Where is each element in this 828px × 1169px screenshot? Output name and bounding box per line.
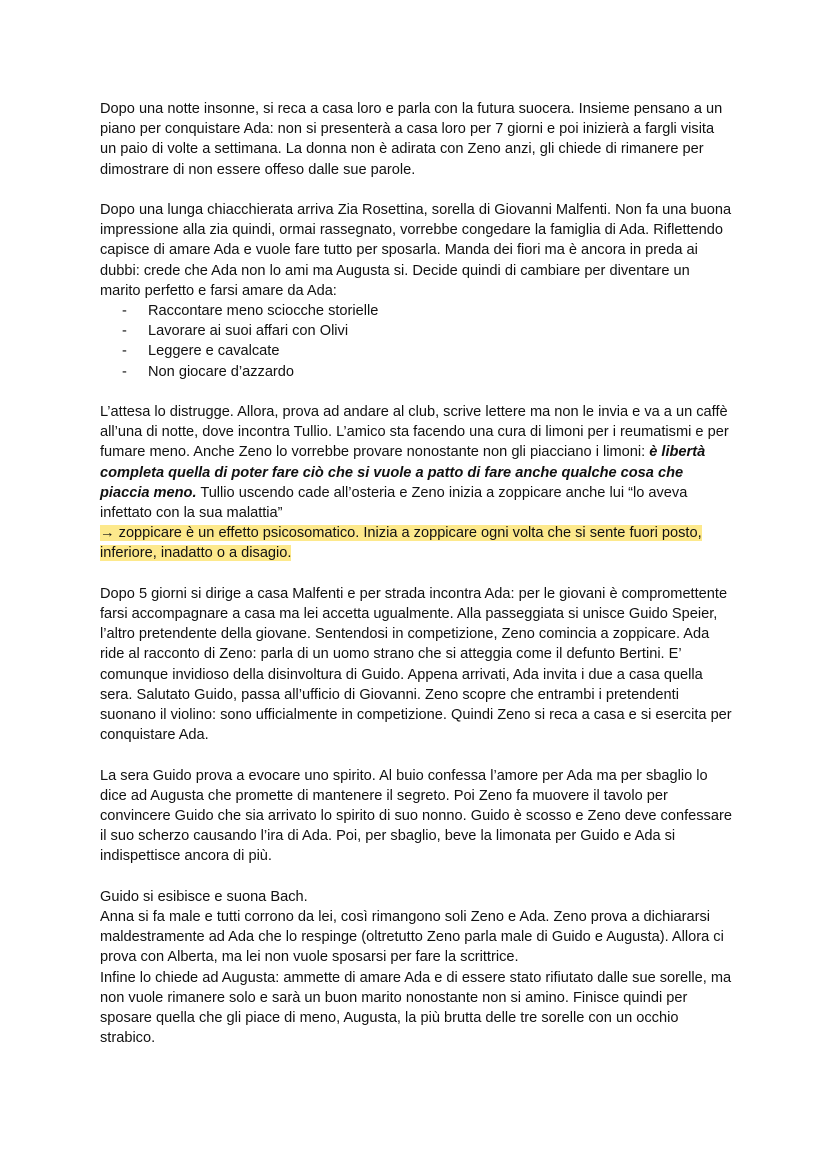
list-item: - Raccontare meno sciocche storielle <box>100 301 732 321</box>
highlighted-note-psychosomatic: → zoppicare è un effetto psicosomatico. Inizia a zoppicare ogni volta che si sente fuori posto, inferiore, inadatto o a disagio. <box>100 525 702 562</box>
paragraph-tullio <box>100 402 732 564</box>
paragraph-gap <box>100 867 732 887</box>
paragraph-gap <box>100 180 732 200</box>
paragraph-augusta: Infine lo chiede ad Augusta: ammette di amare Ada e di essere stato rifiutato dalle sue sorelle, ma non vuole rimanere solo e sarà un buon marito nonostante non si amino. Finisce quindi per sposare quella che gli piace di meno, Augusta, la più brutta delle tre sorelle con un occhio strabico. <box>100 969 732 1047</box>
paragraph-gap <box>100 564 732 584</box>
paragraph-tullio-text-start: L’attesa lo distrugge. Allora, prova ad andare al club, scrive lettere ma non le invia e va a un caffè all’una di notte, dove incontra Tullio. L’amico sta facendo una cura di limoni per i reumatismi e per fumare meno. Anche Zeno lo vorrebbe provare nonostante non gli piacciano i limoni: <box>100 404 729 461</box>
paragraph-seduta-spiritica: La sera Guido prova a evocare uno spirito. Al buio confessa l’amore per Ada ma per sbaglio lo dice ad Augusta che promette di mantenere il segreto. Poi Zeno fa muovere il tavolo per convincere Guido che sia arrivato lo spirito di suo nonno. Guido è scosso e Zeno deve confessare il suo scherzo causando l’ira di Ada. Poi, per sbaglio, beve la limonata per Guido e Ada si indispettisce ancora di più. <box>100 767 732 865</box>
resolutions-list <box>100 301 732 382</box>
paragraph-zia-rosettina: Dopo una lunga chiacchierata arriva Zia Rosettina, sorella di Giovanni Malfenti. Non fa una buona impressione alla zia quindi, ormai rassegnato, vorrebbe congedare la famiglia di Ada. Riflettendo capisce di amare Ada e vuole fare tutto per sposarla. Manda dei fiori ma è ancora in preda ai dubbi: crede che Ada non lo ami ma Augusta si. Decide quindi di cambiare per diventare un marito perfetto e farsi amare da Ada: <box>100 202 732 299</box>
list-item: - Non giocare d’azzardo <box>100 362 732 382</box>
paragraph-gap <box>100 382 732 402</box>
document-page <box>100 99 732 1048</box>
paragraph-visit-mother-in-law: Dopo una notte insonne, si reca a casa loro e parla con la futura suocera. Insieme pensano a un piano per conquistare Ada: non si presenterà a casa loro per 7 giorni e poi inizierà a fargli visita un paio di volte a settimana. La donna non è adirata con Zeno anzi, gli chiede di rimanere per dimostrare di non essere offeso dalle sue parole. <box>100 101 723 178</box>
paragraph-bach: Guido si esibisce e suona Bach. <box>100 888 308 905</box>
paragraph-casa-malfenti: Dopo 5 giorni si dirige a casa Malfenti e per strada incontra Ada: per le giovani è compromettente farsi accompagnare a casa ma lei accetta ugualmente. Alla passeggiata si unisce Guido Speier, l’altro pretendente della giovane. Sentendosi in competizione, Zeno comincia a zoppicare. Ada ride al racconto di Zeno: parla di un uomo strano che si atteggia come il defunto Bertini. E’ comunque invidioso della disinvoltura di Guido. Appena arrivati, Ada invita i due a casa quella sera. Salutato Guido, passa all’ufficio di Giovanni. Zeno scopre che entrambi i pretendenti suonano il violino: sono ufficialmente in competizione. Quindi Zeno si reca a casa e si esercita per conquistare Ada. <box>100 585 732 744</box>
list-item: - Lavorare ai suoi affari con Olivi <box>100 321 732 341</box>
paragraph-gap <box>100 745 732 765</box>
list-item: - Leggere e cavalcate <box>100 341 732 361</box>
quote-liberta: è libertà completa quella di poter fare ciò che si vuole a patto di fare anche qualche cosa che piaccia meno. <box>100 444 706 501</box>
paragraph-anna-alberta: Anna si fa male e tutti corrono da lei, così rimangono soli Zeno e Ada. Zeno prova a dichiararsi maldestramente ad Ada che lo respinge (oltretutto Zeno parla male di Guido e Augusta). Allora ci prova con Alberta, ma lei non vuole sposarsi per fare la scrittrice. <box>100 909 724 966</box>
paragraph-tullio-text-end: Tullio uscendo cade all’osteria e Zeno inizia a zoppicare anche lui “lo aveva infettato con la sua malattia” <box>100 484 688 522</box>
